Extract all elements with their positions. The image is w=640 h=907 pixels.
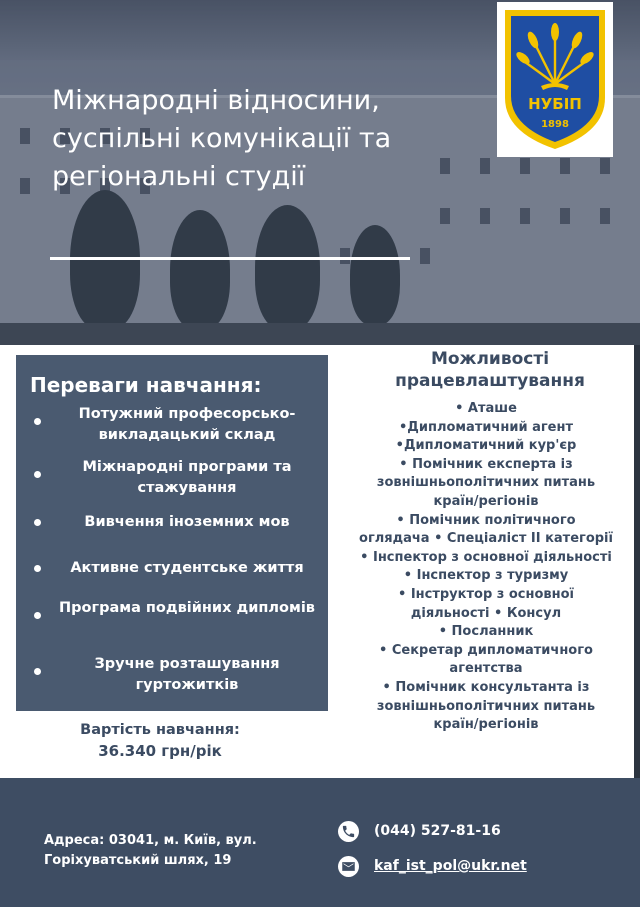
- employment-heading: [350, 348, 630, 392]
- price-label: Вартість навчання:: [80, 722, 240, 738]
- program-title-line: суспільні комунікації та: [52, 123, 392, 154]
- employment-line: •Дипломатичний кур'єр: [395, 438, 577, 454]
- right-edge-bar: [634, 345, 640, 785]
- employment-line: • Інспектор з основної діяльності: [360, 549, 612, 565]
- employment-line: діяльності • Консул: [410, 605, 562, 621]
- employment-line: країн/регіонів: [433, 493, 539, 509]
- advantage-text: Вивчення іноземних мов: [84, 514, 290, 530]
- program-title: [52, 82, 482, 196]
- employment-heading-line: Можливості: [430, 349, 550, 369]
- employment-line: • Посланник: [438, 624, 534, 640]
- advantage-item: [16, 598, 328, 619]
- phone-icon: [338, 821, 359, 842]
- bullet-icon: [34, 612, 41, 619]
- employment-line: країн/регіонів: [433, 717, 539, 733]
- bullet-icon: [34, 565, 41, 572]
- employment-line: • Помічник консультанта із: [382, 679, 590, 695]
- employment-line: зовнішньополітичних питань: [376, 475, 596, 491]
- program-title-line: Міжнародні відносини,: [52, 85, 380, 116]
- employment-line: • Інструктор з основної: [397, 586, 575, 602]
- advantage-item: [16, 512, 328, 533]
- advantage-item: [16, 457, 328, 499]
- address-line: Горіхуватський шлях, 19: [44, 853, 232, 868]
- employment-line: •Дипломатичний агент: [398, 419, 574, 435]
- employment-line: оглядача • Спеціаліст ІІ категорії: [359, 531, 613, 547]
- advantage-text: Програма подвійних дипломів: [59, 600, 315, 616]
- address: [44, 831, 314, 871]
- advantage-text: Активне студентське життя: [70, 560, 304, 576]
- advantage-item: [16, 404, 328, 446]
- bullet-icon: [34, 418, 41, 425]
- footer: [0, 778, 640, 907]
- price-value: 36.340 грн/рік: [98, 742, 222, 760]
- program-title-line: регіональні студії: [52, 161, 306, 192]
- employment-line: агентства: [449, 661, 523, 677]
- wheat-shield-icon: [501, 6, 609, 153]
- employment-line: • Секретар дипломатичного: [379, 642, 593, 658]
- employment-line: • Аташе: [455, 401, 517, 416]
- email-icon: [338, 856, 359, 877]
- employment-line: • Помічник політичного: [396, 512, 576, 528]
- advantage-text: Зручне розташування гуртожитків: [94, 656, 280, 693]
- title-underline: [50, 257, 410, 260]
- email-link[interactable]: kaf_ist_pol@ukr.net: [374, 858, 527, 874]
- logo-name: НУБІП: [528, 95, 582, 113]
- bullet-icon: [34, 668, 41, 675]
- advantage-text: Потужний професорсько-викладацький склад: [78, 406, 296, 443]
- advantages-panel: [16, 355, 328, 711]
- advantages-heading: Переваги навчання:: [30, 373, 262, 397]
- advantage-text: Міжнародні програми та стажування: [82, 459, 292, 496]
- employment-line: • Помічник експерта із: [399, 456, 573, 472]
- employment-heading-line: працевлаштування: [395, 371, 585, 391]
- phone-number[interactable]: (044) 527-81-16: [374, 823, 501, 839]
- bullet-icon: [34, 519, 41, 526]
- logo-year: 1898: [541, 119, 569, 130]
- employment-line: зовнішньополітичних питань: [376, 698, 596, 714]
- address-line: Адреса: 03041, м. Київ, вул.: [44, 833, 257, 848]
- university-logo: [497, 2, 613, 157]
- bullet-icon: [34, 471, 41, 478]
- advantage-item: [16, 654, 328, 696]
- employment-line: • Інспектор з туризму: [403, 568, 569, 584]
- advantage-item: [16, 558, 328, 579]
- employment-list: [340, 400, 632, 735]
